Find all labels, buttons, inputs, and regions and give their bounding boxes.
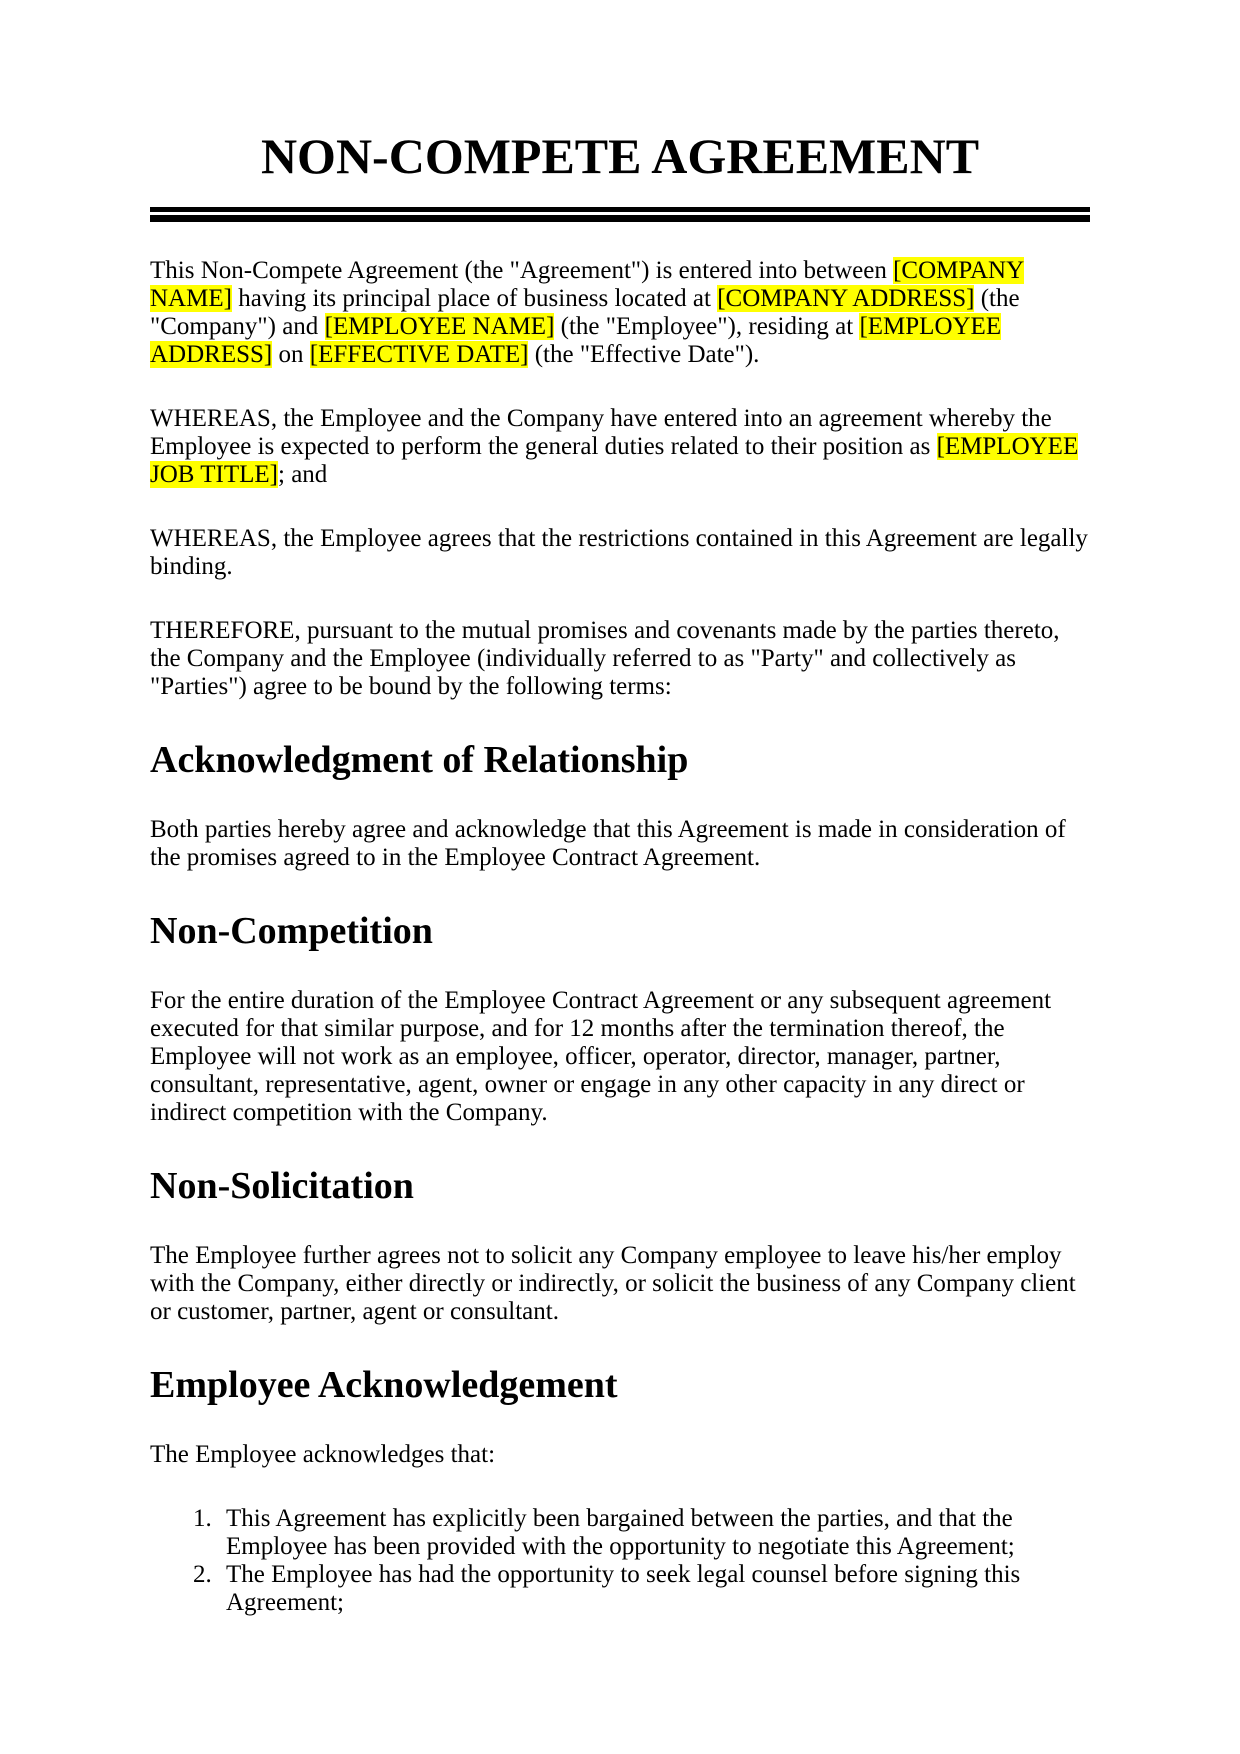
section-heading: Non-Competition [150, 910, 433, 952]
text-run: (the "Effective Date"). [528, 341, 760, 368]
text-run: ; and [278, 461, 328, 488]
acknowledgement-list [150, 1505, 1090, 1617]
text-run: on [272, 341, 310, 368]
text-run: For the entire duration of the Employee Contract Agreement or any subsequent agreement executed for that similar purpose, and for 12 months after the termination thereof, the Employee will not work as an employee, officer, operator, director, manager, partner, consultant, representative, agent, owner or engage in any other capacity in any direct or indirect competition with the Company. [150, 987, 1052, 1126]
section-heading: Acknowledgment of Relationship [150, 739, 689, 781]
paragraph [150, 1441, 1090, 1469]
text-run: WHEREAS, the Employee and the Company have entered into an agreement whereby the Employee is expected to perform the general duties related to their position as [150, 405, 1052, 460]
placeholder-field[interactable]: [COMPANY NAME] [150, 257, 1025, 312]
text-run: WHEREAS, the Employee agrees that the restrictions contained in this Agreement are legally binding. [150, 525, 1088, 580]
section-heading: Non-Solicitation [150, 1165, 414, 1207]
text-run: THEREFORE, pursuant to the mutual promises and covenants made by the parties thereto, the Company and the Employee (individually referred to as "Party" and collectively as "Parties") agree to be bound by the following terms: [150, 617, 1060, 700]
paragraph [150, 525, 1090, 581]
document-header [150, 128, 1090, 222]
text-run: This Non-Compete Agreement (the "Agreement") is entered into between [150, 257, 894, 284]
placeholder-field[interactable]: [EMPLOYEE ADDRESS] [150, 313, 1002, 368]
paragraph [150, 987, 1090, 1127]
placeholder-field[interactable]: [COMPANY ADDRESS] [717, 285, 975, 312]
text-run: (the "Employee"), residing at [554, 313, 860, 340]
title-divider-rule [150, 207, 1090, 222]
text-run: Both parties hereby agree and acknowledge that this Agreement is made in consideration of the promises agreed to in the Employee Contract Agreement. [150, 816, 1066, 871]
placeholder-field[interactable]: [EMPLOYEE NAME] [324, 313, 555, 340]
paragraph [150, 405, 1090, 489]
text-run: The Employee acknowledges that: [150, 1441, 496, 1468]
list-item: 1. This Agreement has explicitly been bargained between the parties, and that the Employee has been provided with the opportunity to negotiate this Agreement; [218, 1505, 1090, 1561]
paragraph [150, 617, 1090, 701]
paragraph [150, 1242, 1090, 1326]
placeholder-field[interactable]: [EMPLOYEE JOB TITLE] [150, 433, 1079, 488]
page-title: NON-COMPETE AGREEMENT [260, 128, 980, 184]
paragraph [150, 257, 1090, 369]
placeholder-field[interactable]: [EFFECTIVE DATE] [309, 341, 529, 368]
list-item: 2. The Employee has had the opportunity to seek legal counsel before signing this Agreement; [218, 1561, 1090, 1617]
text-run: (the "Company") and [150, 285, 1020, 340]
paragraph [150, 816, 1090, 872]
text-run: The Employee further agrees not to solicit any Company employee to leave his/her employ with the Company, either directly or indirectly, or solicit the business of any Company client or customer, partner, agent or consultant. [150, 1242, 1076, 1325]
section-heading: Employee Acknowledgement [150, 1364, 618, 1406]
text-run: having its principal place of business located at [231, 285, 718, 312]
document-body [150, 257, 1090, 1617]
